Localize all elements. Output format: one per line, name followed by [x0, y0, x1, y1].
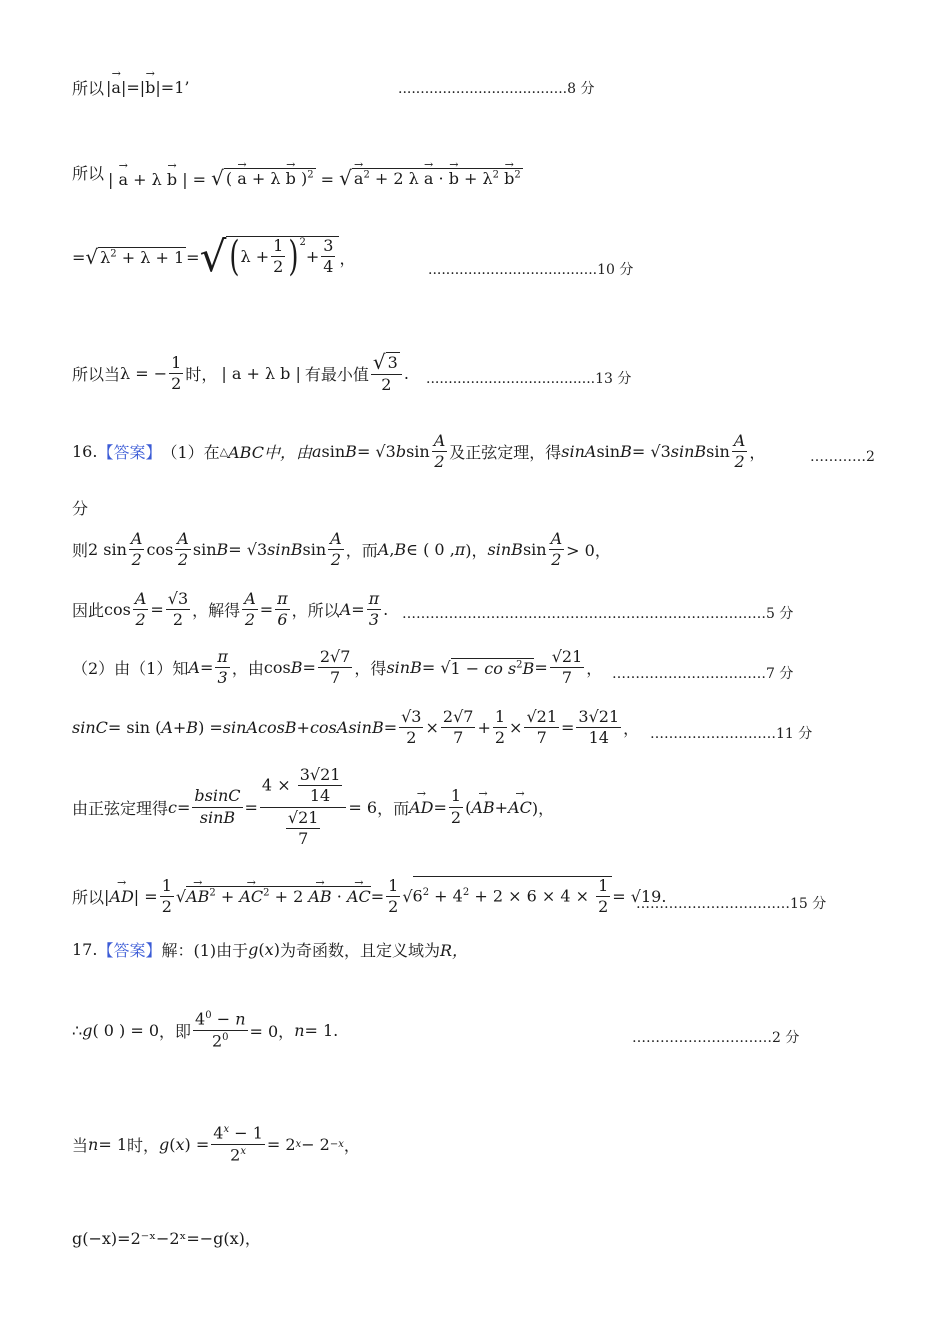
line-15-3: = √ $\lambda^2 + \lambda + 1$ = √ ( λ + $\frac{1}{2}$ ) $^2$ + $\frac{3}{4}$ ，: [72, 232, 356, 281]
text: （2）由（1）知: [72, 659, 189, 679]
text: ∴: [72, 1020, 83, 1040]
text: 解：: [161, 941, 194, 960]
question-number: 17.: [72, 940, 98, 959]
text: 所以: [72, 79, 105, 98]
text: ，而: [377, 798, 410, 818]
text: （1）在: [161, 443, 220, 463]
line-17-3: 当 n = 1 时， g ( x ) = $\frac{4^x - 1}{2^x}$ = 2 x − 2 −x ，: [72, 1123, 360, 1165]
line-16-1: 16. 【答案】 （1）在 △ ABC中，由 a sin B = √3 b sin $\frac{A}{2}$ 及正弦定理，得 sinA sin B = √3 sinB sin $\frac{A}{2}$ ，: [72, 431, 766, 472]
question-number: 16.: [72, 442, 98, 462]
answer-tag: 【答案】: [97, 941, 162, 960]
score-8: ......................................8 分: [398, 81, 595, 97]
score-15: ……………………………15 分: [636, 896, 827, 912]
text: 则: [72, 541, 89, 561]
score-13: ......................................13 分: [426, 371, 632, 387]
text: 时，: [185, 364, 218, 384]
score-17-2: …………………………2 分: [632, 1030, 800, 1046]
text: 由正弦定理得: [72, 798, 169, 818]
score-11: ………………………11 分: [650, 726, 813, 742]
line-16-5: sinC = sin ( A + B ) = sinAcosB + cosAsinB = $\frac{√3}{2}$ × $\frac{2√7}{7}$ + $\frac{1}{2}$ × $\frac{√21}{7}$ = $\frac{3√21}{14}$ ，: [72, 707, 640, 748]
text: 所以: [72, 164, 105, 183]
text: ，由: [231, 659, 264, 679]
line-15-2: [72, 156, 523, 189]
text: ABC中，由: [228, 443, 312, 463]
text: 所以: [72, 887, 105, 907]
line-17-1: 17. 【答案】 解： (1)由于 g ( x ) 为奇函数，且定义域为 R，: [72, 940, 469, 960]
triangle-symbol: △: [219, 445, 229, 459]
text: 当: [72, 1135, 89, 1155]
math-norm-expansion: | → a + λ → b | = √ ( → a + λ → b )$^2$ = √ → $a^2 + 2$ λ → a · → $b + \lambda^2 \to b^2$: [108, 168, 523, 189]
text: 有最小值: [304, 364, 369, 384]
answer-tag: 【答案】: [97, 443, 162, 463]
text: 为奇函数，且定义域为: [279, 941, 440, 960]
text: ，解得: [192, 601, 241, 621]
line-16-2: 则 2 sin $\frac{A}{2}$ cos $\frac{A}{2}$ sin B = √3 sinB sin $\frac{A}{2}$ ，而 A , B ∈ ( 0 , π )， sinB sin $\frac{A}{2}$ > 0，: [72, 529, 611, 570]
text: R，: [439, 941, 469, 960]
line-17-4: g(−x)=2⁻ˣ−2ˣ=−g(x)，: [72, 1229, 261, 1248]
text: 所以当: [72, 364, 121, 384]
text: 时，: [127, 1135, 160, 1155]
line-16-4: （2）由（1）知 A = $\frac{\pi}{3}$ ，由 cos B = $\frac{2√7}{7}$ ，得 sinB = √ 1 − co $s^2B$ = $\frac{√21}{7}$ ，: [72, 647, 603, 688]
score-7: ……………………………7 分: [612, 666, 794, 682]
fen-text: 分: [72, 499, 89, 518]
text: ，而: [345, 541, 378, 561]
text: (1)由于: [193, 941, 249, 960]
line-17-2: ∴ g ( 0 ) = 0 ，即 $\frac{4^0 - n}{2^0}$ = 0， n = 1.: [72, 1009, 339, 1051]
score-10: ......................................10 分: [428, 262, 634, 278]
line-16-3: 因此 cos $\frac{A}{2}$ = $\frac{√3}{2}$ ，解得 $\frac{A}{2}$ = $\frac{\pi}{6}$ ，所以 A = $\frac{\pi}{3}$ .: [72, 589, 389, 630]
text: ，得: [354, 659, 387, 679]
score-2a: …………2: [810, 449, 875, 465]
text: 及正弦定理，得: [449, 443, 562, 463]
line-15-1: [72, 76, 189, 99]
line-15-4: 所以当 λ = − $\frac{1}{2}$ 时， | a + λ b | 有最小值 √ 3 2 .: [72, 350, 409, 395]
text: ，所以: [291, 601, 340, 621]
text: ，即: [159, 1021, 192, 1041]
math-norm-equal: |→ a|=|→ b|=1’: [106, 78, 189, 97]
text: 因此: [72, 601, 105, 621]
score-5: ……………………………………………………………………5 分: [402, 606, 794, 622]
line-16-7: 所以 | → AD | = $\frac{1}{2}$ √ → $AB^2$ + → $AC^2 + 2$ → AB · → AC = $\frac{1}{2}$ √ $6^2 + 4^2 + 2 \times 6 \times 4$ × $\frac{1}{2}$ = √19.: [72, 876, 666, 917]
line-16-6: 由正弦定理得 c = $\frac{bsinC}{\sin B}$ = 4 × $\frac{3√21}{14}$ $\frac{√21}{7}$ = 6 ，而 → AD = $\frac{1}{2}$ ( → AB + → AC )，: [72, 766, 554, 849]
